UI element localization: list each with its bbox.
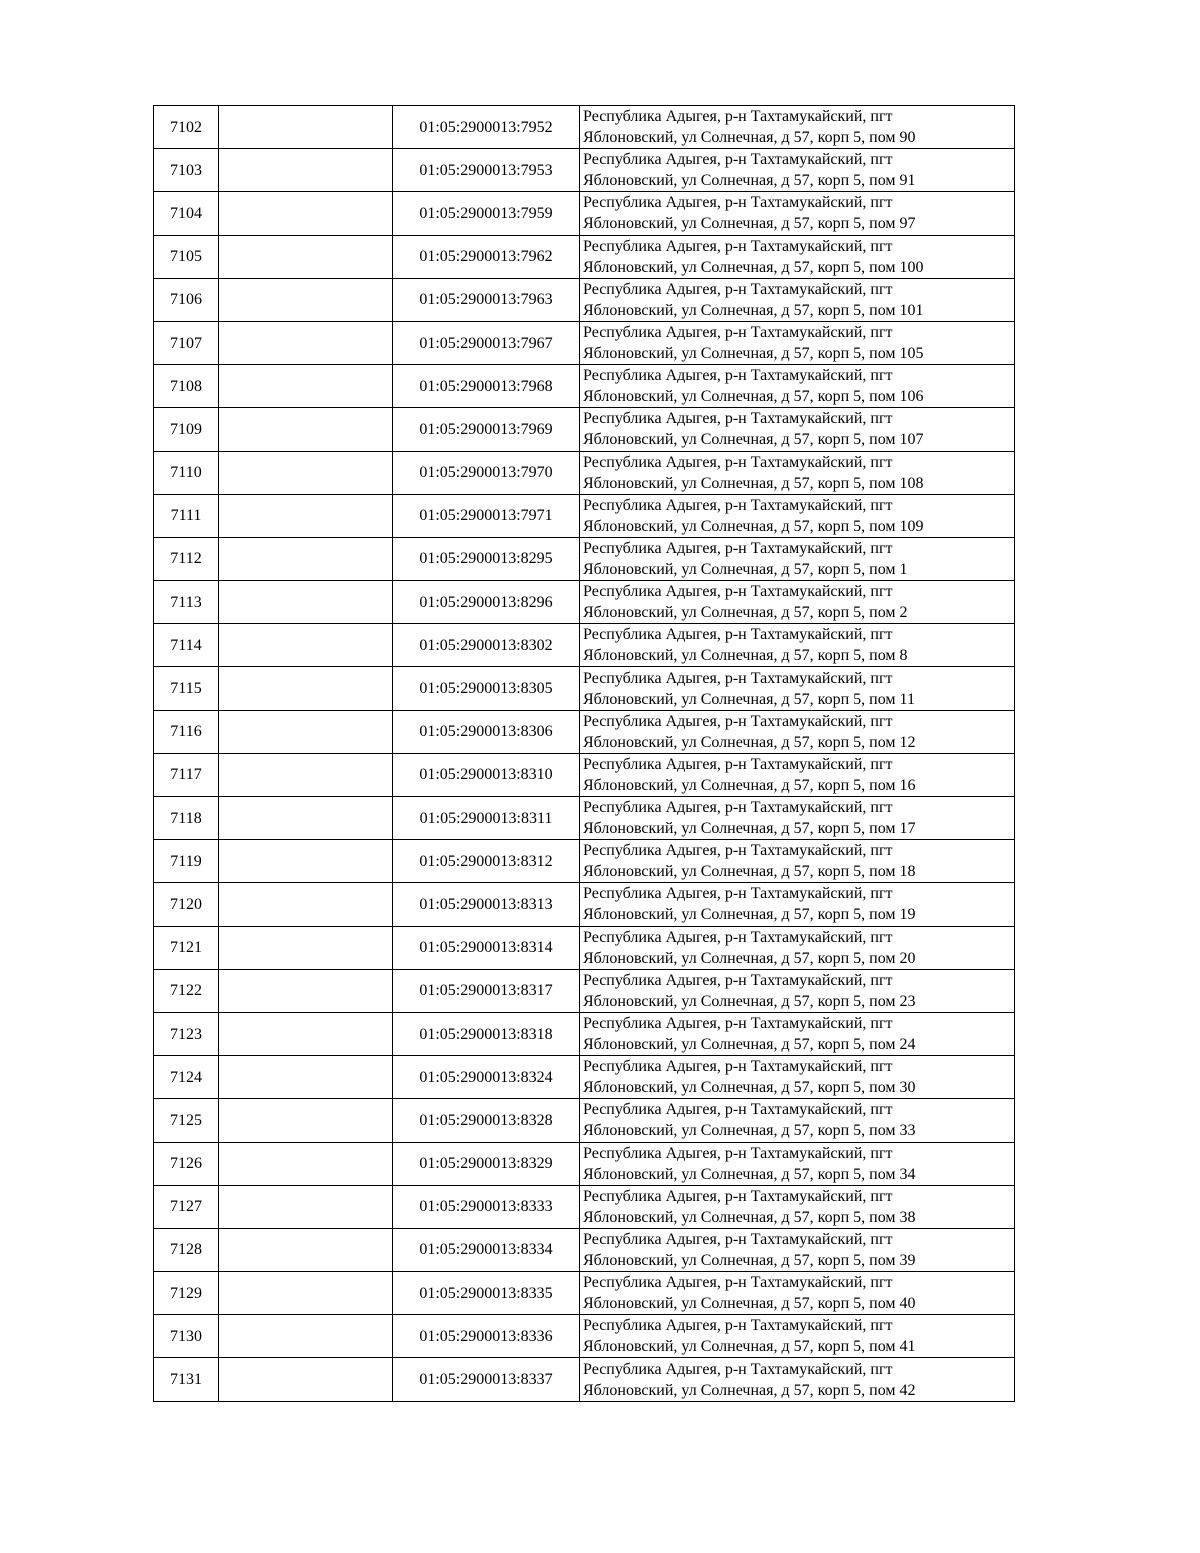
row-number-cell: 7104 — [154, 192, 219, 235]
address-cell — [580, 106, 1015, 149]
address-cell — [580, 1142, 1015, 1185]
address-cell — [580, 321, 1015, 364]
cadastral-number-cell: 01:05:2900013:8312 — [393, 840, 580, 883]
cadastral-number-cell: 01:05:2900013:8333 — [393, 1185, 580, 1228]
address-cell — [580, 1185, 1015, 1228]
table-row — [154, 667, 1015, 710]
table-row — [154, 278, 1015, 321]
address-cell — [580, 753, 1015, 796]
cadastral-number-cell: 01:05:2900013:7969 — [393, 408, 580, 451]
address-line-1: Республика Адыгея, р-н Тахтамукайский, пгт — [583, 842, 893, 860]
table-row — [154, 753, 1015, 796]
address-cell — [580, 365, 1015, 408]
table-row — [154, 235, 1015, 278]
address-line-1: Республика Адыгея, р-н Тахтамукайский, пгт — [583, 280, 893, 298]
cadastral-number-cell: 01:05:2900013:7968 — [393, 365, 580, 408]
address-line-2: Яблоновский, ул Солнечная, д 57, корп 5, пом 91 — [583, 172, 916, 190]
table-row — [154, 149, 1015, 192]
row-number-cell: 7125 — [154, 1099, 219, 1142]
cadastral-number-cell: 01:05:2900013:8302 — [393, 624, 580, 667]
table-row — [154, 1315, 1015, 1358]
cadastral-number-cell: 01:05:2900013:8324 — [393, 1056, 580, 1099]
address-line-1: Республика Адыгея, р-н Тахтамукайский, пгт — [583, 1317, 893, 1335]
address-cell — [580, 797, 1015, 840]
address-cell — [580, 278, 1015, 321]
row-number-cell: 7112 — [154, 537, 219, 580]
row-number-cell: 7117 — [154, 753, 219, 796]
address-line-1: Республика Адыгея, р-н Тахтамукайский, пгт — [583, 799, 893, 817]
empty-cell — [219, 969, 393, 1012]
table-row — [154, 192, 1015, 235]
table-row — [154, 1228, 1015, 1271]
address-line-2: Яблоновский, ул Солнечная, д 57, корп 5, пом 2 — [583, 604, 908, 622]
address-cell — [580, 840, 1015, 883]
address-cell — [580, 408, 1015, 451]
cadastral-number-cell: 01:05:2900013:8336 — [393, 1315, 580, 1358]
cadastral-number-cell: 01:05:2900013:8328 — [393, 1099, 580, 1142]
cadastral-number-cell: 01:05:2900013:8314 — [393, 926, 580, 969]
address-line-2: Яблоновский, ул Солнечная, д 57, корп 5, пом 106 — [583, 388, 924, 406]
row-number-cell: 7102 — [154, 106, 219, 149]
cadastral-number-cell: 01:05:2900013:7952 — [393, 106, 580, 149]
address-line-1: Республика Адыгея, р-н Тахтамукайский, пгт — [583, 324, 893, 342]
row-number-cell: 7119 — [154, 840, 219, 883]
address-line-1: Республика Адыгея, р-н Тахтамукайский, пгт — [583, 1230, 893, 1248]
address-line-1: Республика Адыгея, р-н Тахтамукайский, пгт — [583, 626, 893, 644]
empty-cell — [219, 1099, 393, 1142]
address-line-1: Республика Адыгея, р-н Тахтамукайский, пгт — [583, 496, 893, 514]
table-row — [154, 840, 1015, 883]
address-line-2: Яблоновский, ул Солнечная, д 57, корп 5, пом 101 — [583, 301, 924, 319]
empty-cell — [219, 840, 393, 883]
cadastral-number-cell: 01:05:2900013:7971 — [393, 494, 580, 537]
address-cell — [580, 192, 1015, 235]
row-number-cell: 7103 — [154, 149, 219, 192]
address-line-2: Яблоновский, ул Солнечная, д 57, корп 5, пом 107 — [583, 431, 924, 449]
table-row — [154, 581, 1015, 624]
row-number-cell: 7131 — [154, 1358, 219, 1401]
address-line-2: Яблоновский, ул Солнечная, д 57, корп 5, пом 41 — [583, 1338, 916, 1356]
row-number-cell: 7121 — [154, 926, 219, 969]
empty-cell — [219, 235, 393, 278]
address-line-1: Республика Адыгея, р-н Тахтамукайский, пгт — [583, 151, 893, 169]
empty-cell — [219, 1142, 393, 1185]
table-row — [154, 1272, 1015, 1315]
row-number-cell: 7105 — [154, 235, 219, 278]
address-cell — [580, 1228, 1015, 1271]
address-line-1: Республика Адыгея, р-н Тахтамукайский, пгт — [583, 1058, 893, 1076]
empty-cell — [219, 883, 393, 926]
address-line-1: Республика Адыгея, р-н Тахтамукайский, пгт — [583, 712, 893, 730]
table-row — [154, 365, 1015, 408]
cadastral-number-cell: 01:05:2900013:8296 — [393, 581, 580, 624]
address-line-1: Республика Адыгея, р-н Тахтамукайский, пгт — [583, 583, 893, 601]
row-number-cell: 7123 — [154, 1012, 219, 1055]
cadastral-number-cell: 01:05:2900013:8313 — [393, 883, 580, 926]
table-row — [154, 797, 1015, 840]
cadastral-number-cell: 01:05:2900013:8305 — [393, 667, 580, 710]
address-line-2: Яблоновский, ул Солнечная, д 57, корп 5, пом 39 — [583, 1251, 916, 1269]
row-number-cell: 7106 — [154, 278, 219, 321]
address-line-2: Яблоновский, ул Солнечная, д 57, корп 5, пом 34 — [583, 1165, 916, 1183]
table-row — [154, 1099, 1015, 1142]
address-line-2: Яблоновский, ул Солнечная, д 57, корп 5, пом 12 — [583, 733, 916, 751]
address-line-1: Республика Адыгея, р-н Тахтамукайский, пгт — [583, 539, 893, 557]
table-row — [154, 1012, 1015, 1055]
address-cell — [580, 883, 1015, 926]
empty-cell — [219, 494, 393, 537]
row-number-cell: 7118 — [154, 797, 219, 840]
table-row — [154, 494, 1015, 537]
row-number-cell: 7107 — [154, 321, 219, 364]
empty-cell — [219, 1185, 393, 1228]
empty-cell — [219, 321, 393, 364]
table-row — [154, 408, 1015, 451]
address-line-2: Яблоновский, ул Солнечная, д 57, корп 5, пом 105 — [583, 345, 924, 363]
address-line-2: Яблоновский, ул Солнечная, д 57, корп 5, пом 16 — [583, 776, 916, 794]
address-line-1: Республика Адыгея, р-н Тахтамукайский, пгт — [583, 755, 893, 773]
empty-cell — [219, 451, 393, 494]
cadastral-number-cell: 01:05:2900013:8335 — [393, 1272, 580, 1315]
cadastral-number-cell: 01:05:2900013:8317 — [393, 969, 580, 1012]
address-cell — [580, 494, 1015, 537]
empty-cell — [219, 408, 393, 451]
address-line-2: Яблоновский, ул Солнечная, д 57, корп 5, пом 108 — [583, 474, 924, 492]
cadastral-number-cell: 01:05:2900013:7959 — [393, 192, 580, 235]
row-number-cell: 7128 — [154, 1228, 219, 1271]
address-cell — [580, 537, 1015, 580]
empty-cell — [219, 1315, 393, 1358]
address-line-2: Яблоновский, ул Солнечная, д 57, корп 5, пом 30 — [583, 1079, 916, 1097]
empty-cell — [219, 1228, 393, 1271]
address-cell — [580, 1315, 1015, 1358]
table-row — [154, 537, 1015, 580]
table-row — [154, 883, 1015, 926]
address-line-2: Яблоновский, ул Солнечная, д 57, корп 5, пом 90 — [583, 129, 916, 147]
address-line-2: Яблоновский, ул Солнечная, д 57, корп 5, пом 23 — [583, 992, 916, 1010]
address-line-1: Республика Адыгея, р-н Тахтамукайский, пгт — [583, 1015, 893, 1033]
row-number-cell: 7127 — [154, 1185, 219, 1228]
address-line-1: Республика Адыгея, р-н Тахтамукайский, пгт — [583, 237, 893, 255]
empty-cell — [219, 192, 393, 235]
cadastral-number-cell: 01:05:2900013:7963 — [393, 278, 580, 321]
property-registry-table — [153, 105, 1015, 1402]
row-number-cell: 7116 — [154, 710, 219, 753]
address-line-1: Республика Адыгея, р-н Тахтамукайский, пгт — [583, 410, 893, 428]
empty-cell — [219, 624, 393, 667]
empty-cell — [219, 149, 393, 192]
row-number-cell: 7124 — [154, 1056, 219, 1099]
address-line-2: Яблоновский, ул Солнечная, д 57, корп 5, пом 24 — [583, 1036, 916, 1054]
table-row — [154, 969, 1015, 1012]
table-row — [154, 926, 1015, 969]
address-cell — [580, 624, 1015, 667]
empty-cell — [219, 537, 393, 580]
address-cell — [580, 1358, 1015, 1401]
cadastral-number-cell: 01:05:2900013:7962 — [393, 235, 580, 278]
address-cell — [580, 969, 1015, 1012]
empty-cell — [219, 581, 393, 624]
address-line-1: Республика Адыгея, р-н Тахтамукайский, пгт — [583, 1144, 893, 1162]
address-line-1: Республика Адыгея, р-н Тахтамукайский, пгт — [583, 1187, 893, 1205]
address-cell — [580, 451, 1015, 494]
address-cell — [580, 1056, 1015, 1099]
address-line-1: Республика Адыгея, р-н Тахтамукайский, пгт — [583, 885, 893, 903]
row-number-cell: 7110 — [154, 451, 219, 494]
address-line-1: Республика Адыгея, р-н Тахтамукайский, пгт — [583, 928, 893, 946]
empty-cell — [219, 710, 393, 753]
empty-cell — [219, 106, 393, 149]
cadastral-number-cell: 01:05:2900013:8329 — [393, 1142, 580, 1185]
address-line-2: Яблоновский, ул Солнечная, д 57, корп 5, пом 19 — [583, 906, 916, 924]
empty-cell — [219, 753, 393, 796]
address-cell — [580, 581, 1015, 624]
table-row — [154, 1056, 1015, 1099]
row-number-cell: 7111 — [154, 494, 219, 537]
address-line-2: Яблоновский, ул Солнечная, д 57, корп 5, пом 42 — [583, 1381, 916, 1399]
row-number-cell: 7122 — [154, 969, 219, 1012]
address-line-1: Республика Адыгея, р-н Тахтамукайский, пгт — [583, 971, 893, 989]
table-row — [154, 1185, 1015, 1228]
address-line-1: Республика Адыгея, р-н Тахтамукайский, пгт — [583, 1101, 893, 1119]
address-line-2: Яблоновский, ул Солнечная, д 57, корп 5, пом 8 — [583, 647, 908, 665]
address-line-2: Яблоновский, ул Солнечная, д 57, корп 5, пом 1 — [583, 560, 908, 578]
address-line-2: Яблоновский, ул Солнечная, д 57, корп 5, пом 11 — [583, 690, 915, 708]
cadastral-number-cell: 01:05:2900013:8334 — [393, 1228, 580, 1271]
empty-cell — [219, 926, 393, 969]
address-line-2: Яблоновский, ул Солнечная, д 57, корп 5, пом 100 — [583, 258, 924, 276]
empty-cell — [219, 1272, 393, 1315]
address-line-2: Яблоновский, ул Солнечная, д 57, корп 5, пом 20 — [583, 949, 916, 967]
address-line-2: Яблоновский, ул Солнечная, д 57, корп 5, пом 38 — [583, 1208, 916, 1226]
table-row — [154, 710, 1015, 753]
empty-cell — [219, 1012, 393, 1055]
address-line-1: Республика Адыгея, р-н Тахтамукайский, пгт — [583, 194, 893, 212]
row-number-cell: 7120 — [154, 883, 219, 926]
cadastral-number-cell: 01:05:2900013:8306 — [393, 710, 580, 753]
address-line-2: Яблоновский, ул Солнечная, д 57, корп 5, пом 97 — [583, 215, 916, 233]
empty-cell — [219, 1056, 393, 1099]
empty-cell — [219, 365, 393, 408]
table-row — [154, 451, 1015, 494]
address-cell — [580, 1099, 1015, 1142]
cadastral-number-cell: 01:05:2900013:8318 — [393, 1012, 580, 1055]
address-line-1: Республика Адыгея, р-н Тахтамукайский, пгт — [583, 453, 893, 471]
row-number-cell: 7126 — [154, 1142, 219, 1185]
address-line-2: Яблоновский, ул Солнечная, д 57, корп 5, пом 33 — [583, 1122, 916, 1140]
cadastral-number-cell: 01:05:2900013:7967 — [393, 321, 580, 364]
address-cell — [580, 710, 1015, 753]
row-number-cell: 7115 — [154, 667, 219, 710]
row-number-cell: 7130 — [154, 1315, 219, 1358]
address-cell — [580, 667, 1015, 710]
address-cell — [580, 149, 1015, 192]
address-line-1: Республика Адыгея, р-н Тахтамукайский, пгт — [583, 108, 893, 126]
address-line-2: Яблоновский, ул Солнечная, д 57, корп 5, пом 109 — [583, 517, 924, 535]
cadastral-number-cell: 01:05:2900013:8337 — [393, 1358, 580, 1401]
table-row — [154, 106, 1015, 149]
address-line-1: Республика Адыгея, р-н Тахтамукайский, пгт — [583, 669, 893, 687]
empty-cell — [219, 1358, 393, 1401]
empty-cell — [219, 278, 393, 321]
empty-cell — [219, 797, 393, 840]
address-cell — [580, 1012, 1015, 1055]
table-row — [154, 1358, 1015, 1401]
cadastral-number-cell: 01:05:2900013:7953 — [393, 149, 580, 192]
address-cell — [580, 1272, 1015, 1315]
table-row — [154, 1142, 1015, 1185]
cadastral-number-cell: 01:05:2900013:8311 — [393, 797, 580, 840]
row-number-cell: 7109 — [154, 408, 219, 451]
table-row — [154, 321, 1015, 364]
row-number-cell: 7114 — [154, 624, 219, 667]
cadastral-number-cell: 01:05:2900013:8295 — [393, 537, 580, 580]
table-body — [154, 106, 1015, 1402]
row-number-cell: 7129 — [154, 1272, 219, 1315]
cadastral-number-cell: 01:05:2900013:7970 — [393, 451, 580, 494]
table-row — [154, 624, 1015, 667]
address-line-1: Республика Адыгея, р-н Тахтамукайский, пгт — [583, 1274, 893, 1292]
address-line-2: Яблоновский, ул Солнечная, д 57, корп 5, пом 18 — [583, 863, 916, 881]
address-line-1: Республика Адыгея, р-н Тахтамукайский, пгт — [583, 1360, 893, 1378]
address-line-2: Яблоновский, ул Солнечная, д 57, корп 5, пом 17 — [583, 820, 916, 838]
row-number-cell: 7113 — [154, 581, 219, 624]
empty-cell — [219, 667, 393, 710]
address-line-2: Яблоновский, ул Солнечная, д 57, корп 5, пом 40 — [583, 1295, 916, 1313]
address-line-1: Республика Адыгея, р-н Тахтамукайский, пгт — [583, 367, 893, 385]
cadastral-number-cell: 01:05:2900013:8310 — [393, 753, 580, 796]
address-cell — [580, 235, 1015, 278]
row-number-cell: 7108 — [154, 365, 219, 408]
address-cell — [580, 926, 1015, 969]
